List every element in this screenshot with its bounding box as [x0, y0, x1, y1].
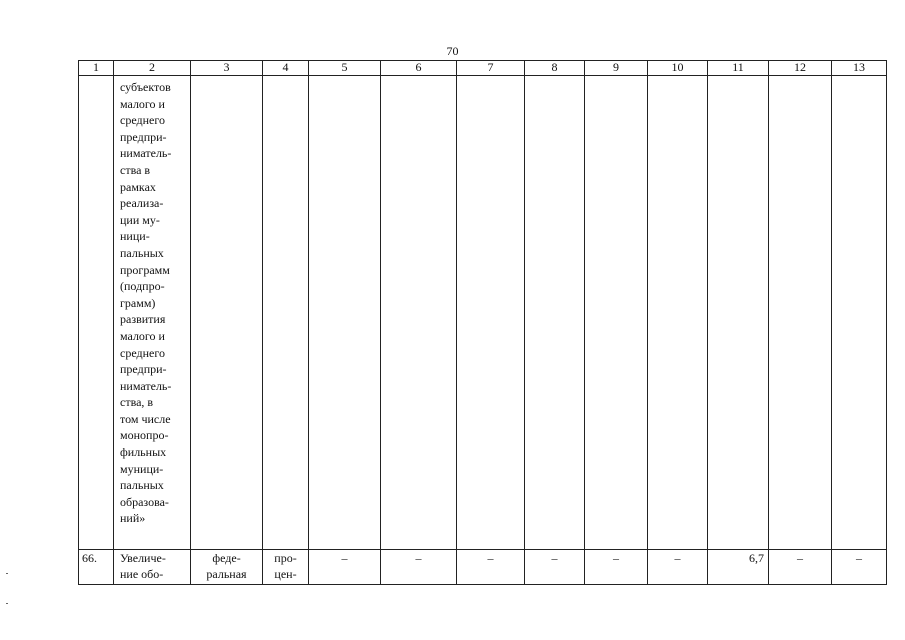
table-cell: [79, 76, 114, 550]
header-cell: 11: [708, 61, 769, 76]
header-cell: 10: [648, 61, 708, 76]
level-cell: феде- ральная: [191, 550, 263, 585]
data-table: [78, 60, 887, 585]
value-cell: –: [585, 550, 648, 585]
header-cell: 13: [832, 61, 887, 76]
value-cell: –: [309, 550, 381, 585]
table-cell: [585, 76, 648, 550]
header-cell: 2: [114, 61, 191, 76]
page-number: 70: [446, 44, 459, 58]
table-cell: [263, 76, 309, 550]
continuation-row: [79, 76, 887, 550]
indicator-text-cell: Увеличе- ние обо-: [114, 550, 191, 585]
table-cell: [708, 76, 769, 550]
scan-mark: [6, 603, 8, 604]
value-cell: –: [648, 550, 708, 585]
table-row-66: [79, 550, 887, 585]
header-row: [79, 61, 887, 76]
table-cell: [309, 76, 381, 550]
value-cell: –: [832, 550, 887, 585]
table-cell: [191, 76, 263, 550]
value-cell: –: [381, 550, 457, 585]
table-cell: [525, 76, 585, 550]
header-cell: 8: [525, 61, 585, 76]
header-cell: 1: [79, 61, 114, 76]
header-cell: 6: [381, 61, 457, 76]
header-cell: 4: [263, 61, 309, 76]
value-cell: –: [525, 550, 585, 585]
header-cell: 5: [309, 61, 381, 76]
indicator-text-cell: субъектов малого и среднего предпри- ниматель- ства в рамках реализа- ции му- ници- пальных программ (подпро- грамм) развития малого и среднего предпри- ниматель- ства, в том числе монопро- фильных муници- пальных образова- ний»: [114, 76, 191, 550]
header-cell: 9: [585, 61, 648, 76]
value-cell: –: [457, 550, 525, 585]
table-cell: [648, 76, 708, 550]
table-cell: [769, 76, 832, 550]
unit-cell: про- цен-: [263, 550, 309, 585]
table-cell: [832, 76, 887, 550]
header-cell: 7: [457, 61, 525, 76]
table-cell: [457, 76, 525, 550]
value-cell: 6,7: [708, 550, 769, 585]
table-cell: [381, 76, 457, 550]
value-cell: –: [769, 550, 832, 585]
scan-mark: [6, 573, 8, 574]
row-number-cell: 66.: [79, 550, 114, 585]
header-cell: 12: [769, 61, 832, 76]
header-cell: 3: [191, 61, 263, 76]
